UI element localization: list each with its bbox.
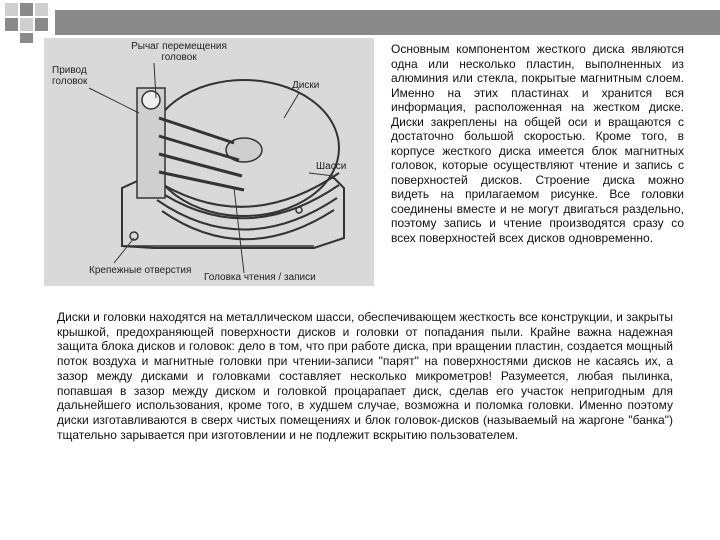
label-arm: Рычаг перемещения головок <box>131 41 227 63</box>
label-actuator: Привод головок <box>52 65 88 87</box>
side-paragraph: Основным компонентом жесткого диска являются одна или несколько пластин, выполненных из алюминия или стекла, покрытые магнитным слоем. Именно на этих пластинах и хранится вся информация, расположенная на жестком диске. Диски закреплены на общей оси и вращаются с достаточно большой скоростью. Кроме того, в корпусе жесткого диска имеется блок магнитных головок, которые осуществляют чтение и запись с поверхностей дисков. Строение диска можно видеть на прилагаемом рисунке. Все головки соединены вместе и не могут двигаться раздельно, поэтому запись и чтение производятся сразу со всех поверхностей всех дисков одновременно. <box>391 42 684 245</box>
label-mount-holes: Крепежные отверстия <box>89 265 192 276</box>
hard-disk-diagram <box>44 38 374 286</box>
main-paragraph: Диски и головки находятся на металлическом шасси, обеспечивающем жесткость все конструкции, и закрыты крышкой, предохраняющей поверхности дисков и головки от попадания пыли. Крайне важна надежная защита блока дисков и головок: дело в том, что при работе диска, при вращении пластин, создается мощный поток воздуха и магнитные головки при чтении-записи "парят" на поверхностями дисков не касаясь их, а зазор между дисками и головками составляет несколько микрометров! Разумеется, любая пылинка, попавшая в зазор между диском и головкой процарапает диск, сделав его участок непригодным для дальнейшего использования, кроме того, в худшем случае, возможна и поломка головки. Именно поэтому диски изготавливаются в сверх чистых помещениях и блок головок-дисков (называемый на жаргоне "банка") тщательно зарывается при изготовлении и не подлежит вскрытию пользователем. <box>57 310 673 442</box>
label-rw-head: Головка чтения / записи <box>204 272 316 283</box>
label-chassis: Шасси <box>316 161 347 172</box>
label-disks: Диски <box>292 80 320 91</box>
header-bar <box>55 10 720 35</box>
